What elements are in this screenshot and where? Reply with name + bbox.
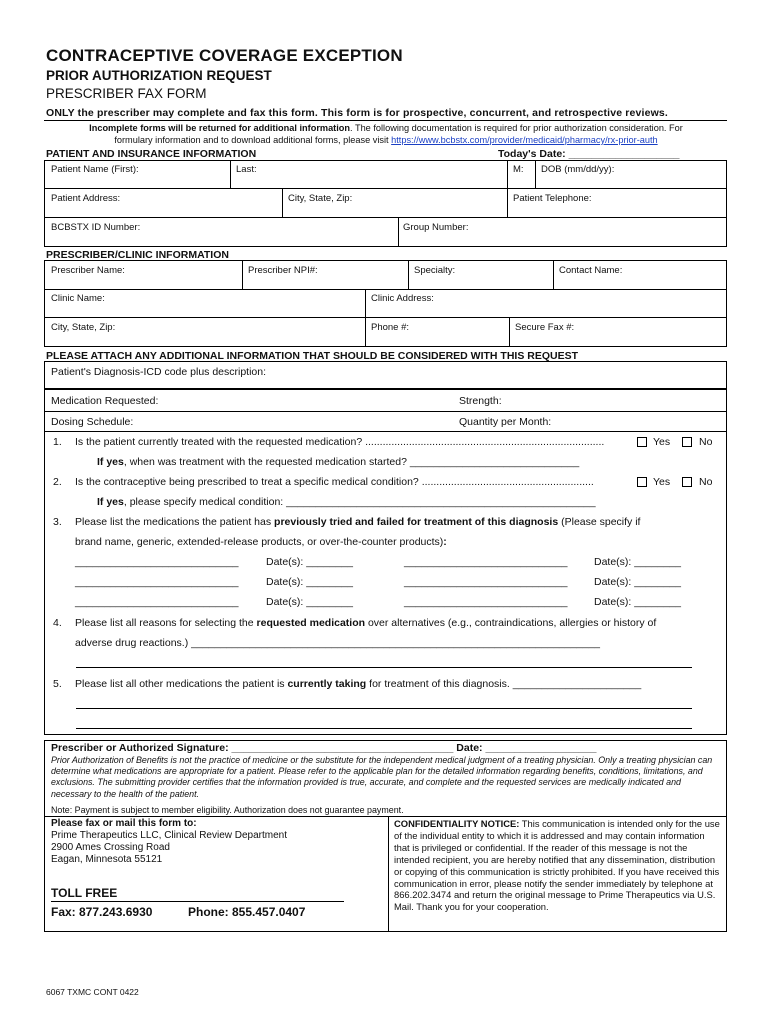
q3-text <box>75 516 640 528</box>
tried-dates-2-right[interactable]: Date(s): ________ <box>594 576 681 588</box>
strength-field[interactable]: Strength: <box>459 395 502 407</box>
contact-name-field[interactable]: Contact Name: <box>559 265 623 276</box>
q2-if-yes-field[interactable] <box>97 496 596 508</box>
patient-col-divider <box>230 160 231 188</box>
patient-col-divider <box>398 217 399 247</box>
tried-med-2-left[interactable]: ____________________________ <box>75 576 239 588</box>
patient-col-divider <box>507 188 508 217</box>
todays-date[interactable]: Today's Date: ___________________ <box>498 148 680 160</box>
tried-dates-3-right[interactable]: Date(s): ________ <box>594 596 681 608</box>
q4-text-c: over alternatives (e.g., contraindications, allergies or history of <box>365 617 657 629</box>
q4-text <box>75 617 656 629</box>
clinic-name-field[interactable]: Clinic Name: <box>51 293 105 304</box>
tried-dates-2-left[interactable]: Date(s): ________ <box>266 576 353 588</box>
q2-number: 2. <box>53 476 62 488</box>
q5-text-bold: currently taking <box>287 678 367 690</box>
tried-dates-1-right[interactable]: Date(s): ________ <box>594 556 681 568</box>
specialty-field[interactable]: Specialty: <box>414 265 456 276</box>
secure-fax-field[interactable]: Secure Fax #: <box>515 322 575 333</box>
payment-note: Note: Payment is subject to member eligibility. Authorization does not guarantee payment. <box>51 805 404 815</box>
mail-line2: 2900 Ames Crossing Road <box>51 842 170 853</box>
clinic-address-field[interactable]: Clinic Address: <box>371 293 434 304</box>
patient-last-name-field[interactable]: Last: <box>236 164 257 175</box>
incomplete-rest: . The following documentation is required for prior authorization consideration. For <box>350 123 683 133</box>
prior-auth-link[interactable]: https://www.bcbstx.com/provider/medicaid/pharmacy/rx-prior-auth <box>391 135 658 145</box>
patient-address-field[interactable]: Patient Address: <box>51 193 121 204</box>
confidentiality-notice <box>394 818 720 913</box>
dosing-schedule-field[interactable]: Dosing Schedule: <box>51 416 134 428</box>
group-number-field[interactable]: Group Number: <box>403 222 469 233</box>
q5-text-c: for treatment of this diagnosis. ______________________ <box>366 678 642 690</box>
confidentiality-heading: CONFIDENTIALITY NOTICE: <box>394 818 520 829</box>
toll-free-label: TOLL FREE <box>51 886 118 900</box>
mail-line3: Eagan, Minnesota 55121 <box>51 854 163 865</box>
phone-number: Phone: 855.457.0407 <box>188 905 306 919</box>
patient-row-divider <box>44 188 727 189</box>
q3-text-c: (Please specify if <box>558 516 641 528</box>
q4-answer-line2[interactable] <box>76 667 692 668</box>
q2-if-yes-bold: If yes <box>97 496 124 508</box>
q2-no-label: No <box>699 476 713 488</box>
tried-med-1-left[interactable]: ____________________________ <box>75 556 239 568</box>
prescriber-row-divider <box>44 317 727 318</box>
form-code: 6067 TXMC CONT 0422 <box>46 987 139 997</box>
patient-dob-field[interactable]: DOB (mm/dd/yy): <box>541 164 615 175</box>
q1-if-yes-text: , when was treatment with the requested medication started? _____________________________ <box>123 456 580 468</box>
q1-if-yes-field[interactable] <box>97 456 579 468</box>
form-title: CONTRACEPTIVE COVERAGE EXCEPTION <box>46 46 403 65</box>
prescriber-section-title: PRESCRIBER/CLINIC INFORMATION <box>46 249 229 261</box>
q4-answer-line1[interactable]: adverse drug reactions.) ______________________________________________________________________ <box>75 637 600 649</box>
q2-no-checkbox[interactable] <box>682 477 692 487</box>
form-subtitle: PRIOR AUTHORIZATION REQUEST <box>46 68 272 83</box>
q5-text-a: Please list all other medications the patient is <box>75 678 288 690</box>
medication-requested-field[interactable]: Medication Requested: <box>51 395 159 407</box>
q1-yes-checkbox[interactable] <box>637 437 647 447</box>
prescriber-col-divider <box>509 317 510 347</box>
q5-text <box>75 678 693 690</box>
q5-answer-line2[interactable] <box>76 728 692 729</box>
q5-number: 5. <box>53 678 62 690</box>
prescriber-col-divider <box>365 289 366 347</box>
contact-col-divider <box>388 816 389 932</box>
tried-dates-3-left[interactable]: Date(s): ________ <box>266 596 353 608</box>
prescriber-col-divider <box>553 260 554 289</box>
q1-if-yes-bold: If yes <box>97 456 124 468</box>
q1-text: Is the patient currently treated with the requested medication? .................................................................................. <box>75 436 605 448</box>
q1-number: 1. <box>53 436 62 448</box>
patient-info-box <box>44 160 727 247</box>
q4-text-a: Please list all reasons for selecting the <box>75 617 257 629</box>
clinic-city-field[interactable]: City, State, Zip: <box>51 322 116 333</box>
mail-heading: Please fax or mail this form to: <box>51 818 197 829</box>
patient-col-divider <box>535 160 536 188</box>
tried-med-1-right[interactable]: ____________________________ <box>404 556 568 568</box>
q3-text-a: Please list the medications the patient has <box>75 516 275 528</box>
diagnosis-field[interactable]: Patient's Diagnosis-ICD code plus description: <box>51 366 267 378</box>
q2-text: Is the contraceptive being prescribed to treat a specific medical condition? ........................................................... <box>75 476 594 488</box>
tried-dates-1-left[interactable]: Date(s): ________ <box>266 556 353 568</box>
q2-yes-checkbox[interactable] <box>637 477 647 487</box>
additional-info-title: PLEASE ATTACH ANY ADDITIONAL INFORMATION THAT SHOULD BE CONSIDERED WITH THIS REQUEST <box>46 350 578 362</box>
q1-no-checkbox[interactable] <box>682 437 692 447</box>
patient-telephone-field[interactable]: Patient Telephone: <box>513 193 592 204</box>
tried-med-2-right[interactable]: ____________________________ <box>404 576 568 588</box>
prescriber-col-divider <box>242 260 243 289</box>
only-notice: ONLY the prescriber may complete and fax this form. This form is for prospective, concurrent, and retrospective reviews. <box>46 107 668 119</box>
q3-line2: brand name, generic, extended-release products, or over-the-counter products) <box>75 536 444 548</box>
patient-col-divider <box>507 160 508 188</box>
patient-col-divider <box>282 188 283 217</box>
prescriber-npi-field[interactable]: Prescriber NPI#: <box>248 265 318 276</box>
patient-row-divider <box>44 217 727 218</box>
q3-text-bold: previously tried and failed for treatment of this diagnosis <box>274 516 559 528</box>
q3-text-line2 <box>75 536 447 548</box>
fax-number: Fax: 877.243.6930 <box>51 905 153 919</box>
clinic-phone-field[interactable]: Phone #: <box>371 322 410 333</box>
patient-first-name-field[interactable]: Patient Name (First): <box>51 164 139 175</box>
toll-free-rule <box>51 901 344 902</box>
incomplete-bold: Incomplete forms will be returned for additional information <box>89 123 351 133</box>
q3-number: 3. <box>53 516 62 528</box>
prescriber-signature-field[interactable]: Prescriber or Authorized Signature: ______________________________________ Date: ___________________ <box>51 742 597 754</box>
tried-med-3-right[interactable]: ____________________________ <box>404 596 568 608</box>
q4-number: 4. <box>53 617 62 629</box>
prescriber-col-divider <box>408 260 409 289</box>
form-type: PRESCRIBER FAX FORM <box>46 86 207 101</box>
authorization-disclaimer: Prior Authorization of Benefits is not the practice of medicine or the substitute for the independent medical judgment of a treating physician. Only a treating physician can determine what medications are appropriate for a patient. Please refer to the applicable plan for the detailed information regarding benefits, conditions, limitations, and exclusions. The submitting provider certifies that the information provided is true, accurate, and complete and the requested services are medically indicated and necessary to the health of the patient. <box>51 755 713 799</box>
prescriber-row-divider <box>44 289 727 290</box>
incomplete-notice <box>46 122 726 146</box>
tried-med-3-left[interactable]: ____________________________ <box>75 596 239 608</box>
q2-if-yes-text: , please specify medical condition: _____________________________________________________ <box>123 496 596 508</box>
q2-yes-label: Yes <box>653 476 671 488</box>
patient-city-field[interactable]: City, State, Zip: <box>288 193 353 204</box>
q4-text-bold: requested medication <box>256 617 366 629</box>
patient-mi-field[interactable]: M: <box>513 164 524 175</box>
quantity-per-month-field[interactable]: Quantity per Month: <box>459 416 552 428</box>
q3-colon: : <box>443 536 447 548</box>
prescriber-name-field[interactable]: Prescriber Name: <box>51 265 125 276</box>
header-divider <box>44 120 727 121</box>
mail-line1: Prime Therapeutics LLC, Clinical Review Department <box>51 830 288 841</box>
q5-answer-line1[interactable] <box>76 708 692 709</box>
dosing-row-divider <box>44 431 727 432</box>
q1-no-label: No <box>699 436 713 448</box>
medication-row-divider <box>44 411 727 412</box>
q1-yes-label: Yes <box>653 436 671 448</box>
patient-section-title: PATIENT AND INSURANCE INFORMATION <box>46 148 257 160</box>
confidentiality-text: This communication is intended only for the use of the individual entity to which it is addressed and may contain information that is privileged or confidential. If the reader of this message is not the intended recipient, you are hereby notified that any dissemination, distribution or copying of this communication is strictly prohibited. If you have received this communication in error, please notify the sender immediately by telephone at 866.202.3474 and return the original message to Prime Therapeutics via U.S. Mail. Thank you for your cooperation. <box>394 818 720 913</box>
bcbstx-id-field[interactable]: BCBSTX ID Number: <box>51 222 141 233</box>
incomplete-line2: formulary information and to download additional forms, please visit <box>114 135 389 145</box>
